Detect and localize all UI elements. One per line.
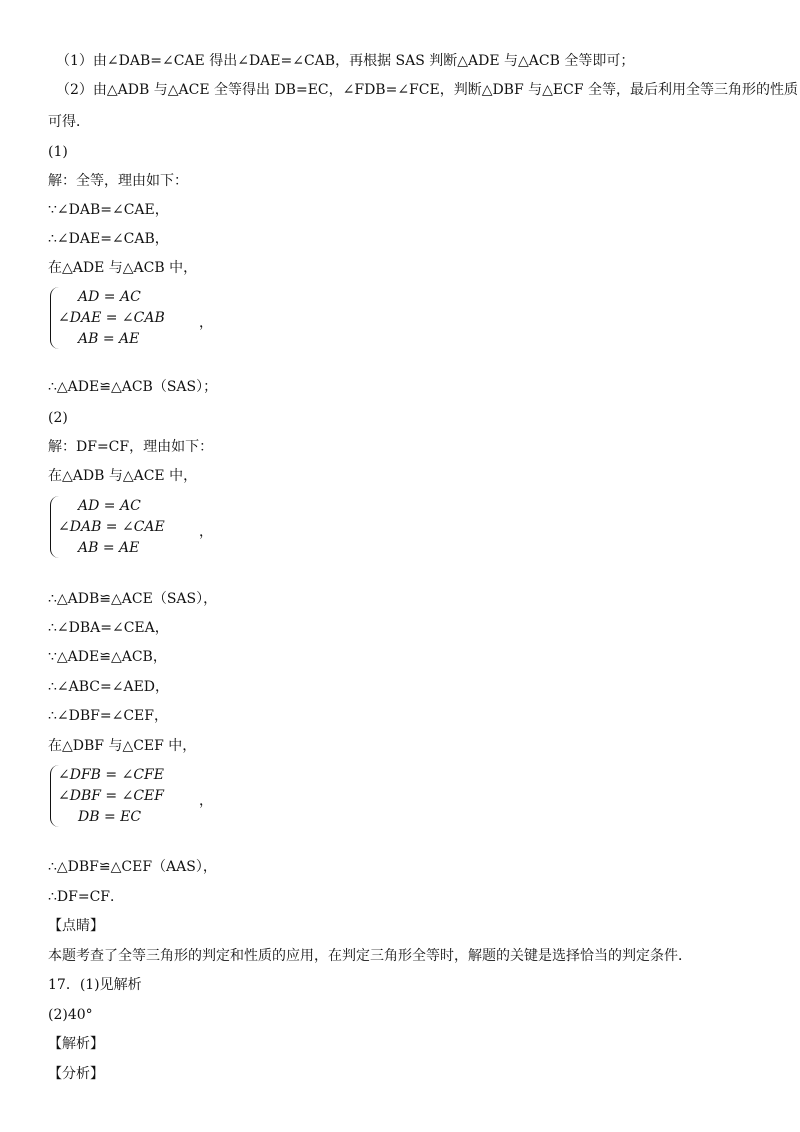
system-comma: ，	[199, 315, 213, 331]
step-line: 在△ADE 与△ACB 中，	[48, 260, 198, 276]
step-line: ∴∠ABC=∠AED，	[48, 679, 170, 695]
analysis-line-2: （2）由△ADB 与△ACE 全等得出 DB=EC，∠FDB=∠FCE，判断△DBF 与△ECF 全等，最后利用全等三角形的性质	[56, 82, 798, 98]
system-equation: ∠DFB = ∠CFE	[58, 767, 164, 783]
step-line: 在△DBF 与△CEF 中，	[48, 738, 197, 754]
conclusion-line: ∴△ADE≌△ACB（SAS）；	[48, 379, 218, 395]
system-equation: DB = EC	[78, 809, 142, 825]
final-answer-line: ∴DF=CF．	[48, 889, 125, 905]
system-equation: ∠DAB = ∠CAE	[58, 519, 165, 535]
solution-intro-2: 解：DF=CF，理由如下：	[48, 439, 214, 455]
equation-system-2	[48, 496, 248, 560]
conclusion-line: ∴△DBF≌△CEF（AAS），	[48, 859, 217, 875]
section-heading-fenxi: 【分析】	[48, 1066, 104, 1082]
system-equation: AB = AE	[78, 331, 140, 347]
question-17-answer-2: (2)40°	[48, 1007, 93, 1023]
system-equation: AD = AC	[78, 498, 141, 514]
step-line: ∵∠DAB=∠CAE，	[48, 202, 169, 218]
system-equation: AB = AE	[78, 540, 140, 556]
step-line: ∴∠DBF=∠CEF，	[48, 708, 168, 724]
comment-paragraph: 本题考查了全等三角形的判定和性质的应用，在判定三角形全等时，解题的关键是选择恰当的判定条件．	[48, 948, 692, 964]
equation-system-1	[48, 287, 248, 351]
part-2-label: (2)	[48, 410, 68, 426]
system-equation: ∠DAE = ∠CAB	[58, 310, 165, 326]
analysis-line-3: 可得．	[48, 114, 90, 130]
solution-intro-1: 解：全等，理由如下：	[48, 173, 188, 189]
equation-system-3	[48, 765, 248, 829]
conclusion-line: ∴△ADB≌△ACE（SAS），	[48, 591, 218, 607]
step-line: ∴∠DBA=∠CEA，	[48, 620, 169, 636]
step-line: ∴∠DAE=∠CAB，	[48, 231, 169, 247]
analysis-line-1: （1）由∠DAB=∠CAE 得出∠DAE=∠CAB，再根据 SAS 判断△ADE 与△ACB 全等即可；	[56, 53, 635, 69]
system-equation: ∠DBF = ∠CEF	[58, 788, 164, 804]
section-heading-dianjing: 【点睛】	[48, 918, 104, 934]
question-17-answer: 17．(1)见解析	[48, 977, 142, 993]
step-line: 在△ADB 与△ACE 中，	[48, 468, 198, 484]
system-comma: ，	[199, 793, 213, 809]
section-heading-jiexi: 【解析】	[48, 1036, 104, 1052]
system-comma: ，	[199, 524, 213, 540]
step-line: ∵△ADE≌△ACB，	[48, 649, 167, 665]
system-equation: AD = AC	[78, 289, 141, 305]
part-1-label: (1)	[48, 144, 68, 160]
